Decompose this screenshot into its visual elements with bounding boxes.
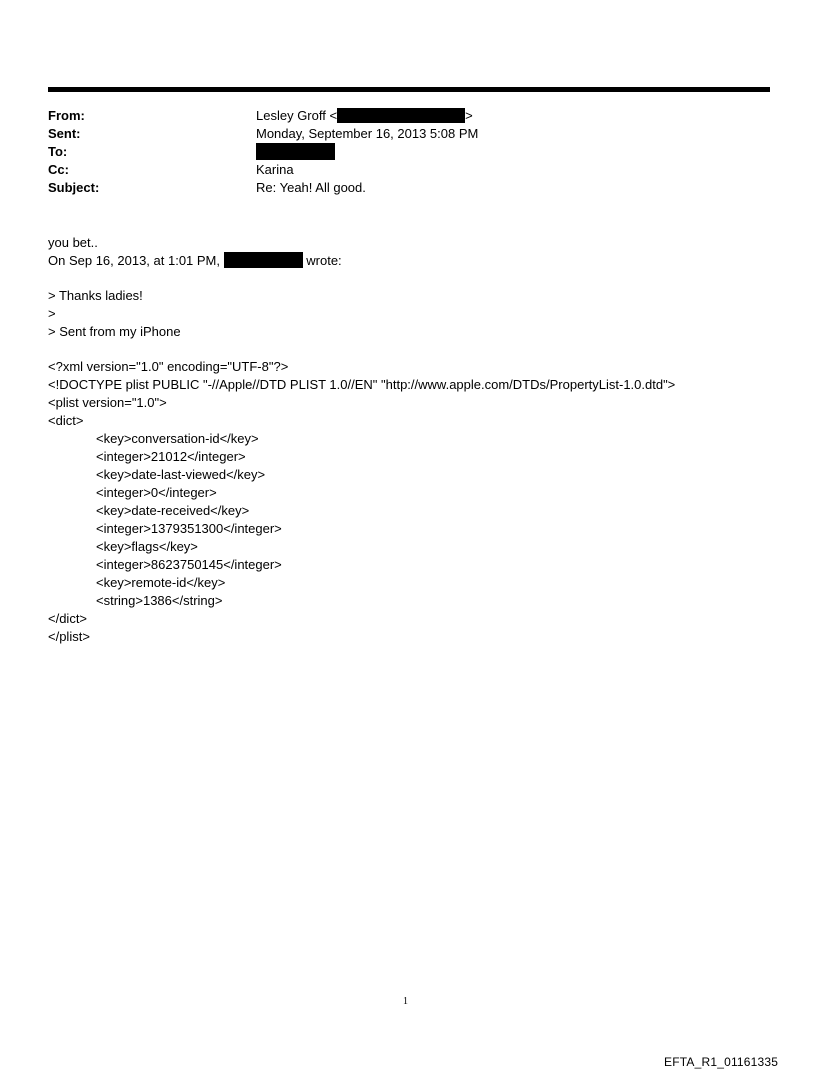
xml-line: <dict> — [48, 413, 84, 428]
redaction-box — [256, 143, 335, 160]
xml-line: <?xml version="1.0" encoding="UTF-8"?> — [48, 359, 289, 374]
xml-line: <string>1386</string> — [96, 593, 223, 608]
from-value — [256, 107, 473, 125]
cc-value: Karina — [256, 162, 294, 177]
xml-line: <integer>8623750145</integer> — [96, 557, 282, 572]
subject-label: Subject: — [48, 180, 100, 195]
xml-line: <key>date-last-viewed</key> — [96, 467, 266, 482]
sent-value: Monday, September 16, 2013 5:08 PM — [256, 126, 479, 141]
quoted-line: > Thanks ladies! — [48, 288, 143, 303]
xml-line: </plist> — [48, 629, 90, 644]
to-label: To: — [48, 144, 68, 159]
xml-line: <key>conversation-id</key> — [96, 431, 259, 446]
xml-line: <integer>1379351300</integer> — [96, 521, 282, 536]
reply-text: you bet.. — [48, 235, 98, 250]
xml-line: <integer>0</integer> — [96, 485, 217, 500]
sent-label: Sent: — [48, 126, 81, 141]
redaction-box — [337, 108, 465, 123]
from-close-bracket: > — [465, 108, 473, 123]
xml-line: <key>flags</key> — [96, 539, 198, 554]
quoted-line: > Sent from my iPhone — [48, 324, 181, 339]
subject-value: Re: Yeah! All good. — [256, 180, 366, 195]
xml-line: <!DOCTYPE plist PUBLIC "-//Apple//DTD PLIST 1.0//EN" "http://www.apple.com/DTDs/PropertyList-1.0.dtd"> — [48, 377, 676, 392]
xml-line: <key>remote-id</key> — [96, 575, 226, 590]
quoted-line: > — [48, 306, 56, 321]
quote-intro — [48, 252, 342, 270]
xml-line: </dict> — [48, 611, 88, 626]
quote-intro-suffix: wrote: — [306, 253, 342, 268]
from-name: Lesley Groff < — [256, 108, 338, 123]
bates-number: EFTA_R1_01161335 — [664, 1055, 779, 1069]
from-label: From: — [48, 108, 85, 123]
redaction-box — [224, 252, 303, 268]
cc-label: Cc: — [48, 162, 69, 177]
xml-line: <key>date-received</key> — [96, 503, 250, 518]
xml-line: <integer>21012</integer> — [96, 449, 246, 464]
xml-line: <plist version="1.0"> — [48, 395, 167, 410]
to-value — [256, 143, 335, 162]
quote-intro-prefix: On Sep 16, 2013, at 1:01 PM, — [48, 253, 221, 268]
page-number: 1 — [403, 996, 408, 1007]
header-divider — [48, 87, 770, 92]
